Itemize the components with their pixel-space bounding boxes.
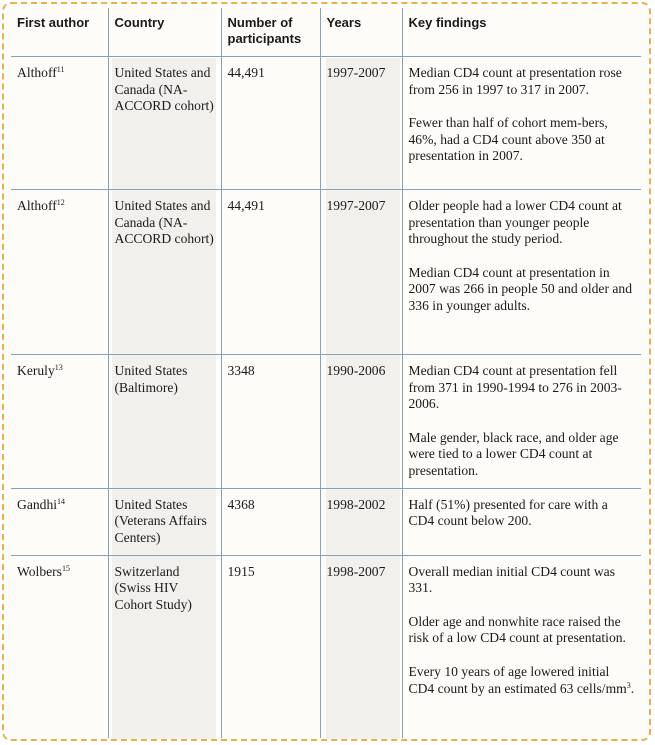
header-years: Years [320,8,402,57]
finding-text: Fewer than half of cohort mem-bers, 46%, had a CD4 count above 350 at presentation in 2007. [408,115,608,164]
finding-text: Older age and nonwhite race raised the risk of a low CD4 count at presentation. [408,613,626,646]
author-cell [11,488,108,555]
header-row [11,8,641,57]
author-cell [11,355,108,489]
table-body [11,57,641,738]
cd4-studies-table [11,8,641,738]
country-cell: United States and Canada (NA-ACCORD cohort) [108,190,221,355]
author-name: Althoff [17,198,57,213]
reference-number: 15 [61,563,70,573]
finding-text: Male gender, black race, and older age were tied to a lower CD4 count at presentation. [408,429,619,478]
finding-text-with-unit [409,664,636,697]
findings-cell [402,555,641,738]
table-header [11,8,641,57]
table-row [11,355,641,489]
header-key-findings: Key findings [402,8,641,57]
years-cell: 1990-2006 [320,355,402,489]
years-cell: 1997-2007 [320,57,402,190]
reference-number: 14 [57,496,66,506]
unit-superscript: 3 [626,680,631,690]
author-name: Keruly [17,363,55,378]
finding-text: Overall median initial CD4 count was 331. [408,563,616,596]
years-cell: 1997-2007 [320,190,402,355]
author-cell [11,57,108,190]
country-cell: United States (Veterans Affairs Centers) [108,488,221,555]
finding-text: Half (51%) presented for care with a CD4 count below 200. [408,496,608,529]
reference-number: 13 [54,363,63,372]
header-first-author: First author [17,15,90,30]
participants-cell: 1915 [221,555,320,738]
finding-text: Older people had a lower CD4 count at presentation than younger people throughout the study period. [408,198,622,247]
country-cell: United States and Canada (NA-ACCORD cohort) [108,57,221,190]
finding-text: Median CD4 count at presentation rose from 256 in 1997 to 317 in 2007. [408,65,622,97]
years-cell: 1998-2007 [320,555,402,738]
author-name: Althoff [17,65,57,80]
header-participants: Number of participants [221,8,320,57]
finding-text: Every 10 years of age lowered initial CD4 count by an estimated 63 cells/mm [408,663,627,696]
table-row [11,555,641,738]
years-cell: 1998-2002 [320,488,402,555]
author-cell [11,190,108,355]
participants-cell: 44,491 [221,57,320,190]
finding-text: Median CD4 count at presentation fell from 371 in 1990-1994 to 276 in 2003-2006. [408,363,622,412]
findings-cell [402,355,641,489]
participants-cell: 4368 [221,488,320,555]
finding-end: . [630,680,635,696]
country-cell: United States (Baltimore) [108,355,221,489]
author-name: Wolbers [17,563,62,579]
author-name: Gandhi [17,496,58,512]
reference-number: 11 [56,65,65,74]
author-cell [11,555,108,738]
header-country: Country [108,8,221,57]
table-row [11,57,641,190]
country-cell: Switzerland (Swiss HIV Cohort Study) [108,555,221,738]
findings-cell [402,57,641,190]
findings-cell [402,190,641,355]
findings-cell [402,488,641,555]
table-frame [2,2,651,741]
table-row [11,190,641,355]
participants-cell: 3348 [221,355,320,489]
reference-number: 12 [56,198,65,207]
participants-cell: 44,491 [221,190,320,355]
finding-text: Median CD4 count at presentation in 2007 was 266 in people 50 and older and 336 in younger adults. [408,264,632,313]
table-row [11,488,641,555]
